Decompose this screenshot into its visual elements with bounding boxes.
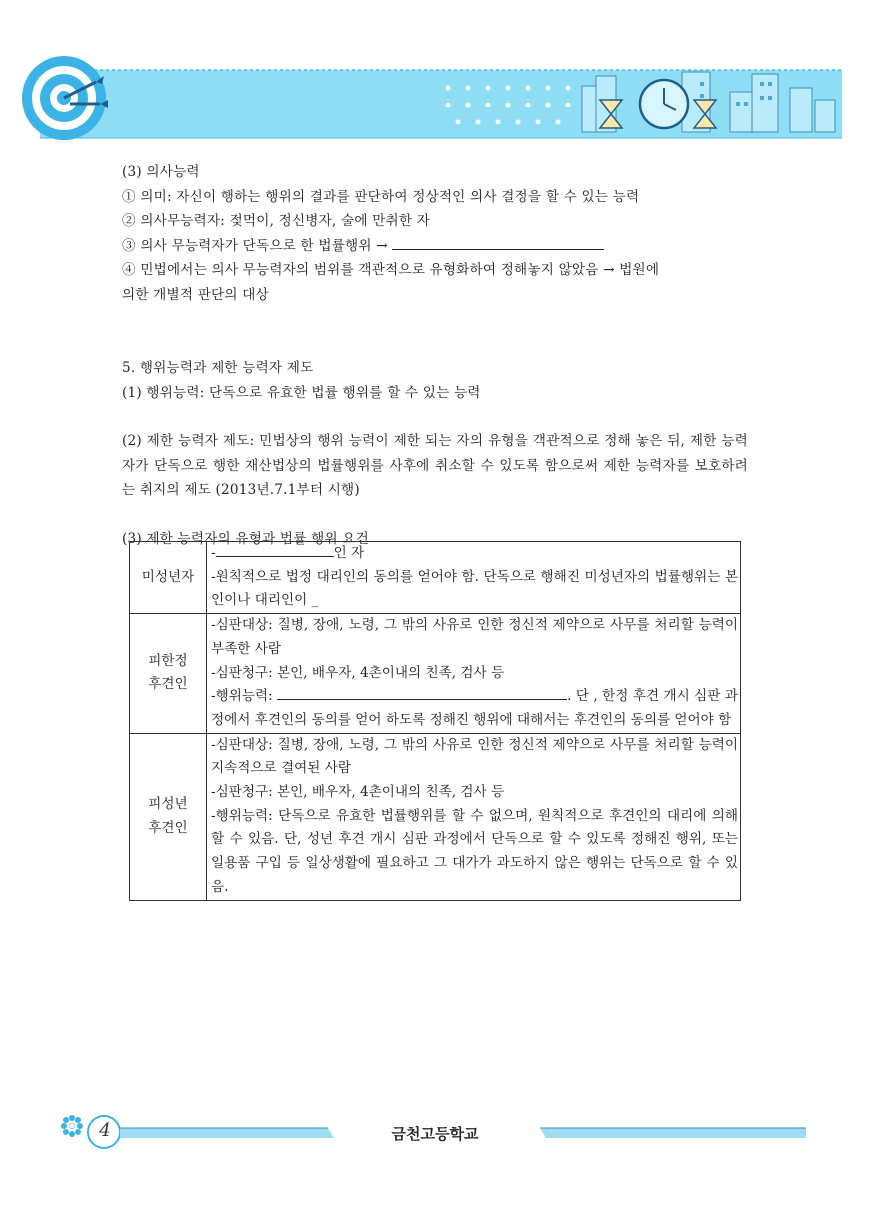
page-number: 4	[99, 1120, 111, 1141]
adult-capacity: -행위능력: 단독으로 유효한 법률행위를 할 수 없으며, 원칙적으로 후견인의 대리에 의해 할 수 있음. 단, 성년 후견 개시 심판 과정에서 단독으로 할 수 있도록 정해진 행위, 또는 일용품 구입 등 일상생활에 필요하고 그 대가가 과도하지 않은 행위는 단독으로 할 수 있음.	[211, 807, 738, 895]
limited-target: -심판대상: 질병, 장애, 노령, 그 밖의 사유로 인한 정신적 제약으로 사무를 처리할 능력이 부족한 사람	[211, 617, 738, 657]
limited-petitioner: -심판청구: 본인, 배우자, 4촌이내의 친족, 검사 등	[211, 664, 505, 681]
table-row	[130, 542, 741, 614]
capacity-definition: (1) 행위능력: 단독으로 유효한 법률 행위를 할 수 있는 능력	[122, 384, 481, 401]
section-heading-capacity: 5. 행위능력과 제한 능력자 제도	[122, 360, 314, 376]
table-row	[130, 614, 741, 734]
limited-guardianship-description	[207, 614, 741, 734]
minor-line-1: - 인 자	[211, 542, 738, 566]
mental-capacity-meaning: ① 의미: 자신이 행하는 행위의 결과를 판단하여 정상적인 의사 결정을 할 수 있는 능력	[122, 188, 640, 205]
limited-capacity-types-heading: (3) 제한 능력자의 유형과 법률 행위 요건	[122, 530, 369, 547]
category-adult-guardianship: 피성년 후견인	[130, 733, 207, 900]
mental-incapacity-court: ④ 민법에서는 의사 무능력자의 범위를 객관적으로 유형화하여 정해놓지 않았음 → 법원에	[122, 262, 660, 278]
section-heading-mental-capacity: (3) 의사능력	[122, 164, 200, 180]
adult-petitioner: -심판청구: 본인, 배우자, 4촌이내의 친족, 검사 등	[211, 784, 505, 801]
limited-capacity-system: (2) 제한 능력자 제도: 민법상의 행위 능력이 제한 되는 자의 유형을 객관적으로 정해 놓은 뒤, 제한 능력자가 단독으로 행한 재산법상의 법률행위를 사후에 취소할 수 있도록 함으로써 제한 능력자를 보호하려는 취지의 제도 (2013년.7.1부터 시행)	[122, 433, 748, 498]
mental-incapacity-act	[122, 234, 748, 259]
school-name: 금천고등학교	[391, 1125, 479, 1143]
adult-guardianship-description	[207, 733, 741, 900]
flower-icon	[61, 1115, 83, 1137]
table-row	[130, 733, 741, 900]
answer-blank[interactable]	[277, 685, 567, 700]
category-minor: 미성년자	[130, 542, 207, 614]
answer-blank[interactable]	[392, 235, 604, 250]
limited-capacity: -행위능력: . 단 , 한정 후견 개시 심판 과정에서 후견인의 동의를 얻어 하도록 정해진 행위에 대해서는 후견인의 동의를 얻어야 함	[211, 685, 738, 732]
adult-target: -심판대상: 질병, 장애, 노령, 그 밖의 사유로 인한 정신적 제약으로 사무를 처리할 능력이 지속적으로 결여된 사람	[211, 736, 738, 777]
mental-incapacity-court-cont: 의한 개별적 판단의 대상	[122, 286, 269, 303]
minor-description	[207, 542, 741, 614]
limited-capacity-table	[129, 541, 741, 901]
answer-blank[interactable]	[216, 542, 334, 557]
category-limited-guardianship: 피한정 후견인	[130, 614, 207, 734]
minor-line-2: -원칙적으로 법정 대리인의 동의를 얻어야 함. 단독으로 행해진 미성년자의 법률행위는 본인이나 대리인이 _	[211, 568, 738, 609]
mental-incapacity-persons: ② 의사무능력자: 젖먹이, 정신병자, 술에 만취한 자	[122, 213, 431, 229]
header-banner	[0, 0, 870, 150]
document-body	[122, 160, 748, 551]
mental-incapacity-act-text: ③ 의사 무능력자가 단독으로 한 법률행위 →	[122, 237, 388, 254]
